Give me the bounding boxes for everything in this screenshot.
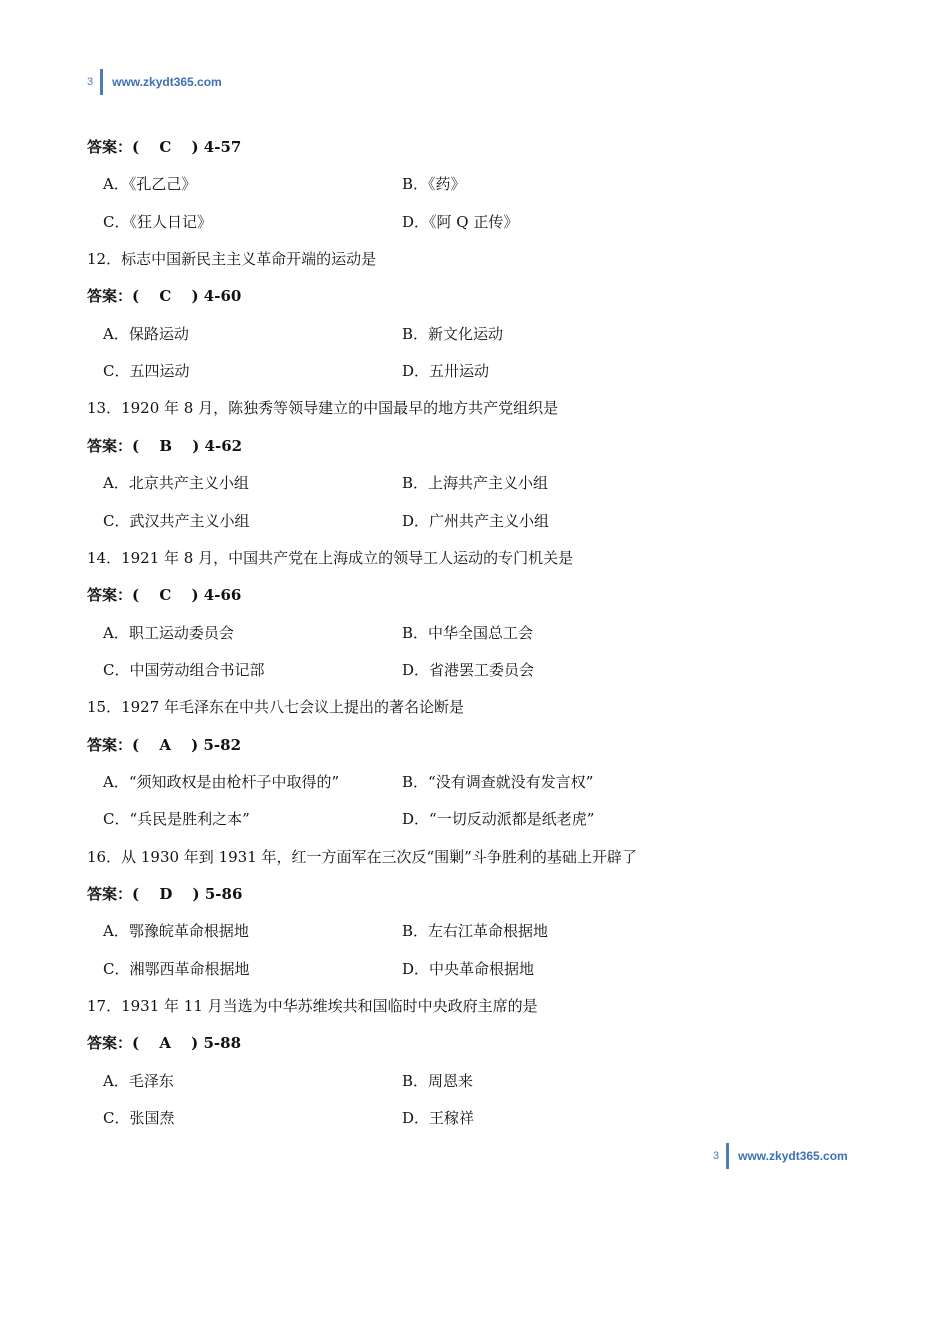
- option-text: C．《狂人日记》: [103, 213, 212, 231]
- answer-line: 答案：( C ) 4-60: [87, 287, 242, 305]
- option-text: B．上海共产主义小组: [402, 474, 549, 492]
- option-text: A．职工运动委员会: [103, 624, 234, 642]
- footer-page-number: 3: [713, 1150, 720, 1162]
- option-text: A．“须知政权是由枪杆子中取得的”: [103, 773, 340, 791]
- option-text: B．“没有调查就没有发言权”: [402, 773, 594, 791]
- option-text: C．张国焘: [103, 1109, 175, 1127]
- option-text: A．保路运动: [103, 325, 189, 343]
- option-text: A．《孔乙己》: [103, 175, 197, 193]
- answer-line: 答案：( D ) 5-86: [87, 885, 243, 903]
- option-text: D．“一切反动派都是纸老虎”: [402, 810, 595, 828]
- question-text: 14．1921 年 8 月，中国共产党在上海成立的领导工人运动的专门机关是: [87, 549, 574, 567]
- answer-line: 答案：( B ) 4-62: [87, 437, 243, 455]
- option-text: C．“兵民是胜利之本”: [103, 810, 250, 828]
- answer-line: 答案：( A ) 5-82: [87, 736, 242, 754]
- option-text: C．湘鄂西革命根据地: [103, 960, 250, 978]
- option-text: D．王稼祥: [402, 1109, 475, 1127]
- option-text: D．中央革命根据地: [402, 960, 535, 978]
- option-text: A．毛泽东: [103, 1072, 174, 1090]
- option-text: C．中国劳动组合书记部: [103, 661, 265, 679]
- answer-line: 答案：( A ) 5-88: [87, 1034, 242, 1052]
- header-divider: [100, 69, 103, 95]
- option-text: B．《药》: [402, 175, 466, 193]
- option-text: D．《阿 Q 正传》: [402, 213, 519, 231]
- footer-site-url: www.zkydt365.com: [738, 1149, 848, 1163]
- question-text: 13．1920 年 8 月，陈独秀等领导建立的中国最早的地方共产党组织是: [87, 399, 559, 417]
- option-text: D．五卅运动: [402, 362, 490, 380]
- option-text: A．鄂豫皖革命根据地: [103, 922, 249, 940]
- option-text: D．广州共产主义小组: [402, 512, 550, 530]
- answer-line: 答案：( C ) 4-57: [87, 138, 242, 156]
- option-text: A．北京共产主义小组: [103, 474, 249, 492]
- question-text: 12．标志中国新民主主义革命开端的运动是: [87, 250, 377, 268]
- question-text: 15．1927 年毛泽东在中共八七会议上提出的著名论断是: [87, 698, 465, 716]
- option-text: D．省港罢工委员会: [402, 661, 535, 679]
- option-text: C．五四运动: [103, 362, 190, 380]
- header-page-number: 3: [87, 76, 94, 88]
- question-text: 17．1931 年 11 月当选为中华苏维埃共和国临时中央政府主席的是: [87, 997, 538, 1015]
- question-text: 16．从 1930 年到 1931 年，红一方面军在三次反“围剿”斗争胜利的基础上开辟了: [87, 848, 637, 866]
- page-header: [87, 69, 222, 95]
- option-text: B．新文化运动: [402, 325, 504, 343]
- footer-divider: [726, 1143, 729, 1169]
- option-text: C．武汉共产主义小组: [103, 512, 250, 530]
- answer-line: 答案：( C ) 4-66: [87, 586, 242, 604]
- header-site-url: www.zkydt365.com: [112, 75, 222, 89]
- option-text: B．左右江革命根据地: [402, 922, 549, 940]
- option-text: B．中华全国总工会: [402, 624, 534, 642]
- page-footer: [713, 1143, 848, 1169]
- option-text: B．周恩来: [402, 1072, 474, 1090]
